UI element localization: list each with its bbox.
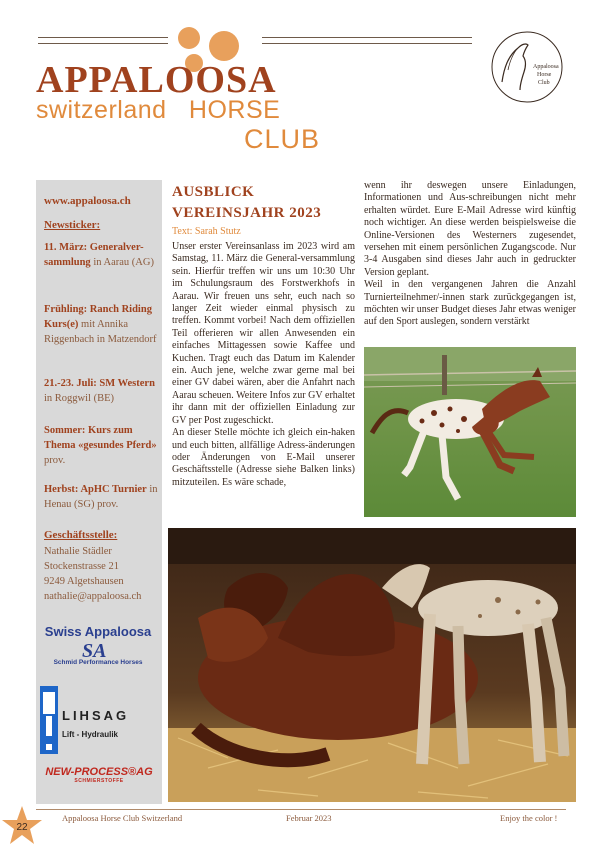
news-item bbox=[44, 240, 160, 270]
headline-line: AUSBLICK bbox=[172, 184, 255, 200]
header-rule bbox=[38, 37, 168, 38]
sidebar bbox=[36, 180, 162, 804]
page-number: 22 bbox=[16, 822, 28, 833]
office-address bbox=[44, 544, 160, 604]
ad-title: NEW-PROCESS®AG bbox=[45, 766, 153, 778]
news-item-title: Frühling: Ranch Riding Kurs(e) bbox=[44, 304, 152, 330]
news-item-detail: in Roggwil (BE) bbox=[44, 393, 114, 404]
ad-lihsag[interactable] bbox=[40, 686, 156, 754]
article-headline bbox=[172, 182, 352, 224]
office-line: Nathalie Städler bbox=[44, 546, 112, 557]
headline-line: VEREINSJAHR 2023 bbox=[172, 205, 322, 221]
news-item-detail: mit Annika Riggenbach in Matzendorf bbox=[44, 319, 157, 345]
logo-dot bbox=[178, 27, 200, 49]
news-item-title: 11. März: Generalver-sammlung bbox=[44, 242, 144, 268]
newsticker-heading: Newsticker: bbox=[44, 219, 101, 231]
news-item-title: Sommer: Kurs zum Thema «gesundes Pferd» bbox=[44, 425, 157, 451]
ad-subtitle: Schmid Performance Horses bbox=[53, 659, 143, 666]
logo-subtitle bbox=[36, 96, 280, 125]
office-line: 9249 Algetshausen bbox=[44, 576, 124, 587]
news-item-title: 21.-23. Juli: SM Western bbox=[44, 378, 155, 389]
sa-logo-icon: SA bbox=[82, 640, 107, 662]
ad-swiss-appaloosa[interactable] bbox=[42, 624, 154, 666]
ad-title: LIHSAG bbox=[62, 708, 130, 723]
header-rule bbox=[262, 43, 472, 44]
office-email-link[interactable]: nathalie@appaloosa.ch bbox=[44, 591, 142, 602]
ad-title: Swiss Appaloosa bbox=[44, 624, 152, 639]
news-item bbox=[44, 302, 160, 347]
logo-title: APPALOOSA bbox=[36, 59, 277, 101]
paragraph: wenn ihr deswegen unsere Einladungen, Informationen und Aus-schreibungen nicht mehr erhalten würdet. Eure E-Mail Adresse wird künftig noch wichtiger. An diese werden beispielsweise die Online-Versionen des Westerners zugesendet, versehen mit einem persönlichen Zugangscode. Nur 3-4 Ausgaben sind dieses Jahr auch in gedruckter Version geplant. bbox=[364, 180, 576, 278]
article-column-1 bbox=[172, 241, 355, 527]
website-link[interactable]: www.appaloosa.ch bbox=[44, 195, 131, 207]
club-badge-logo bbox=[490, 30, 564, 104]
article-column-2 bbox=[364, 180, 576, 346]
news-item-detail: prov. bbox=[44, 455, 66, 466]
badge-text: Club bbox=[538, 80, 550, 86]
footer-center: Februar 2023 bbox=[286, 813, 332, 823]
news-item bbox=[44, 376, 160, 406]
ad-subtitle: SCHMIERSTOFFE bbox=[74, 778, 124, 784]
news-item-title: Herbst: ApHC Turnier bbox=[44, 484, 147, 495]
ad-new-process[interactable] bbox=[38, 766, 160, 784]
article-byline: Text: Sarah Stutz bbox=[172, 226, 241, 237]
paragraph: An dieser Stelle möchte ich gleich ein-haken und euch bitten, allfällige Adress-änderungen oder Änderungen von E-Mail unserer Geschäftsstelle (Adresse siehe Balken links) mitzuteilen. Es wäre schade, bbox=[172, 427, 355, 488]
news-item-detail: in Aarau (AG) bbox=[90, 257, 154, 268]
photo-foal-running bbox=[364, 347, 576, 517]
logo-subtitle-left: switzerland bbox=[36, 96, 167, 124]
ad-subtitle: Lift - Hydraulik bbox=[62, 730, 119, 739]
paragraph: Unser erster Vereinsanlass im 2023 wird am Samstag, 11. März die General-versammlung sein. Hierfür treffen wir uns um 10:30 Uhr im Schulungsraum des Forstwerkhofs in Aarau. Wir freuen uns sehr, euch nach so langer Zeit wieder einmal physisch zu treffen. Kommt vorbei! Nach dem offiziellen Teil offerieren wir allen Anwesenden ein einfaches Mittagessen sowie Kaffee und Kuchen. Tragt euch das Datum im Kalender ein. Auch jene, welche zwar gerne mal bei einer GV dabei wären, aber die Anfahrt nach Aarau scheuen. Weitere Infos zur GV erhaltet ihr dann mit der offiziellen Einladung zur GV per Post zugeschickt. bbox=[172, 241, 355, 426]
news-item bbox=[44, 482, 160, 512]
footer-rule bbox=[36, 809, 566, 810]
header-rule bbox=[38, 43, 168, 44]
lift-logo-icon bbox=[40, 686, 58, 754]
office-heading: Geschäftsstelle: bbox=[44, 529, 118, 541]
logo-subtitle-right: HORSE bbox=[188, 96, 281, 124]
news-item-detail: in Henau (SG) prov. bbox=[44, 484, 158, 510]
badge-text: Appaloosa bbox=[533, 64, 559, 70]
logo-club: CLUB bbox=[244, 124, 321, 154]
header-rule bbox=[262, 37, 472, 38]
badge-text: Horse bbox=[537, 72, 552, 78]
logo-dot bbox=[209, 31, 239, 61]
office-line: Stockenstrasse 21 bbox=[44, 561, 119, 572]
news-item bbox=[44, 423, 160, 468]
footer-right: Enjoy the color ! bbox=[500, 813, 558, 823]
photo-mare-and-foal bbox=[168, 528, 576, 802]
footer-left: Appaloosa Horse Club Switzerland bbox=[62, 813, 183, 823]
paragraph: Weil in den vergangenen Jahren die Anzahl Turnierteilnehmer/-innen stark zurückgegangen ist, möchten wir unser Budget dieses Jahr etwas weniger auf den Sport auslegen, sondern verstärkt bbox=[364, 279, 576, 328]
